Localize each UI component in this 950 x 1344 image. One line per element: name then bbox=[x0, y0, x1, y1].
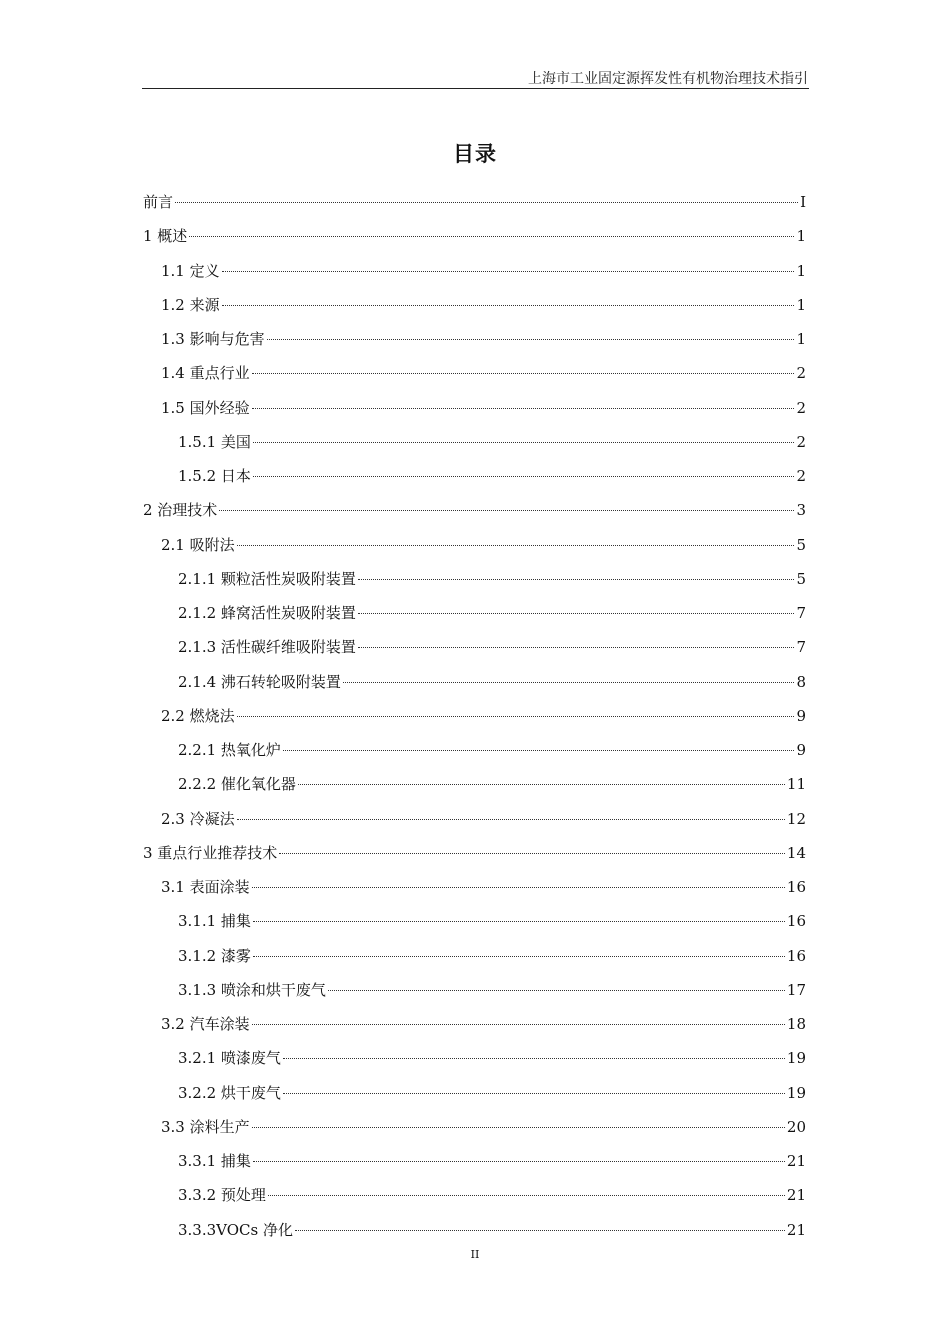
toc-entry-page: 7 bbox=[796, 604, 806, 622]
toc-dot-leader bbox=[283, 1058, 785, 1059]
toc-entry[interactable] bbox=[143, 802, 806, 836]
toc-dot-leader bbox=[279, 853, 785, 854]
toc-entry[interactable] bbox=[143, 939, 806, 973]
toc-dot-leader bbox=[252, 408, 795, 409]
toc-entry[interactable] bbox=[143, 1144, 806, 1178]
toc-entry-page: 17 bbox=[786, 980, 806, 999]
toc-entry-page: 1 bbox=[796, 295, 806, 314]
toc-entry-label: 3.1.2 漆雾 bbox=[178, 946, 251, 965]
toc-entry[interactable] bbox=[143, 1041, 806, 1075]
toc-entry[interactable] bbox=[143, 562, 806, 596]
toc-entry[interactable] bbox=[143, 1076, 806, 1110]
toc-entry-page: 16 bbox=[786, 912, 806, 931]
toc-entry[interactable] bbox=[143, 596, 806, 630]
toc-dot-leader bbox=[222, 305, 795, 306]
toc-dot-leader bbox=[283, 1093, 785, 1094]
toc-dot-leader bbox=[253, 1161, 785, 1162]
toc-dot-leader bbox=[253, 476, 795, 477]
toc-entry[interactable] bbox=[143, 1178, 806, 1212]
toc-entry-page: 19 bbox=[786, 1083, 806, 1102]
toc-dot-leader bbox=[237, 819, 785, 820]
toc-entry-label: 1.4 重点行业 bbox=[161, 364, 250, 383]
toc-entry[interactable] bbox=[143, 836, 806, 870]
toc-entry[interactable] bbox=[143, 459, 806, 493]
toc-dot-leader bbox=[298, 784, 785, 785]
toc-entry[interactable] bbox=[143, 699, 806, 733]
toc-entry-label: 3.1 表面涂装 bbox=[161, 878, 250, 896]
toc-entry-page: 21 bbox=[786, 1220, 806, 1239]
toc-heading: 目录 bbox=[453, 141, 497, 166]
toc-entry-page: 2 bbox=[796, 432, 806, 451]
toc-entry[interactable] bbox=[143, 288, 806, 322]
toc-entry[interactable] bbox=[143, 973, 806, 1007]
toc-entry-label: 1.5.1 美国 bbox=[178, 432, 251, 451]
toc-dot-leader bbox=[189, 236, 794, 237]
toc-entry[interactable] bbox=[143, 630, 806, 664]
toc-entry-label: 1 概述 bbox=[143, 227, 188, 246]
toc-entry[interactable] bbox=[143, 219, 806, 253]
toc-entry-label: 2.2.1 热氧化炉 bbox=[178, 741, 281, 759]
toc-dot-leader bbox=[252, 373, 795, 374]
toc-entry[interactable] bbox=[143, 528, 806, 562]
toc-entry-page: 9 bbox=[796, 741, 806, 759]
toc-entry-page: 16 bbox=[786, 878, 806, 896]
toc-entry-page: 2 bbox=[796, 398, 806, 417]
toc-dot-leader bbox=[252, 1024, 785, 1025]
toc-entry-page: 5 bbox=[796, 569, 806, 588]
toc-dot-leader bbox=[219, 510, 794, 511]
toc-entry[interactable] bbox=[143, 1110, 806, 1144]
toc-entry-page: 5 bbox=[796, 535, 806, 554]
toc-entry-label: 3.1.1 捕集 bbox=[178, 912, 251, 931]
toc-entry-label: 2.1.4 沸石转轮吸附装置 bbox=[178, 672, 341, 691]
toc-dot-leader bbox=[175, 202, 798, 203]
toc-entry-label: 2.1.3 活性碳纤维吸附装置 bbox=[178, 638, 356, 657]
toc-entry-label: 1.3 影响与危害 bbox=[161, 330, 265, 348]
toc-dot-leader bbox=[252, 887, 785, 888]
toc-dot-leader bbox=[253, 956, 785, 957]
header-divider bbox=[142, 88, 809, 89]
toc-entry-page: 1 bbox=[796, 227, 806, 246]
toc-dot-leader bbox=[267, 339, 795, 340]
toc-entry-label: 3.3 涂料生产 bbox=[161, 1117, 250, 1136]
toc-entry[interactable] bbox=[143, 185, 806, 219]
toc-entry[interactable] bbox=[143, 254, 806, 288]
toc-entry-page: 1 bbox=[796, 261, 806, 280]
toc-entry-page: 14 bbox=[786, 843, 806, 862]
toc-entry-label: 3.2.2 烘干废气 bbox=[178, 1083, 281, 1102]
toc-entry-page: 20 bbox=[786, 1117, 806, 1136]
toc-entry-page: 12 bbox=[786, 809, 806, 828]
toc-entry-label: 3.1.3 喷涂和烘干废气 bbox=[178, 980, 326, 999]
toc-entry[interactable] bbox=[143, 493, 806, 527]
toc-entry-label: 2.1.1 颗粒活性炭吸附装置 bbox=[178, 569, 356, 588]
toc-entry[interactable] bbox=[143, 665, 806, 699]
toc-entry-label: 2.1 吸附法 bbox=[161, 535, 235, 554]
toc-dot-leader bbox=[268, 1195, 785, 1196]
toc-dot-leader bbox=[237, 716, 795, 717]
toc-dot-leader bbox=[358, 579, 795, 580]
table-of-contents bbox=[143, 185, 806, 1247]
toc-entry-page: 18 bbox=[786, 1015, 806, 1033]
toc-entry-page: 7 bbox=[796, 638, 806, 657]
toc-entry-label: 3.3.1 捕集 bbox=[178, 1152, 251, 1170]
toc-dot-leader bbox=[328, 990, 785, 991]
toc-entry-label: 3.2 汽车涂装 bbox=[161, 1015, 250, 1033]
toc-entry-label: 2.2 燃烧法 bbox=[161, 706, 235, 725]
toc-entry-label: 前言 bbox=[143, 193, 174, 211]
toc-dot-leader bbox=[295, 1230, 785, 1231]
toc-dot-leader bbox=[358, 613, 795, 614]
toc-entry[interactable] bbox=[143, 767, 806, 801]
toc-entry-page: 19 bbox=[786, 1049, 806, 1068]
toc-entry-label: 3.3.2 预处理 bbox=[178, 1186, 266, 1205]
toc-dot-leader bbox=[237, 545, 795, 546]
toc-entry-label: 2.3 冷凝法 bbox=[161, 809, 235, 828]
toc-entry[interactable] bbox=[143, 1213, 806, 1247]
toc-entry[interactable] bbox=[143, 356, 806, 390]
toc-entry-page: 2 bbox=[796, 364, 806, 383]
toc-entry-label: 2.1.2 蜂窝活性炭吸附装置 bbox=[178, 604, 356, 622]
toc-entry-label: 2.2.2 催化氧化器 bbox=[178, 775, 296, 794]
toc-entry-page: 1 bbox=[796, 330, 806, 348]
running-header-title: 上海市工业固定源挥发性有机物治理技术指引 bbox=[528, 71, 808, 87]
toc-dot-leader bbox=[253, 921, 785, 922]
toc-entry-page: 8 bbox=[796, 672, 806, 691]
toc-entry-page: 3 bbox=[796, 501, 806, 520]
toc-entry-page: 21 bbox=[786, 1152, 806, 1170]
toc-dot-leader bbox=[222, 271, 795, 272]
toc-entry-page: 11 bbox=[786, 775, 806, 794]
toc-entry[interactable] bbox=[143, 1007, 806, 1041]
page-number: II bbox=[470, 1248, 480, 1261]
toc-entry-label: 1.5.2 日本 bbox=[178, 467, 251, 485]
toc-entry[interactable] bbox=[143, 322, 806, 356]
toc-entry-label: 3.3.3VOCs 净化 bbox=[178, 1220, 293, 1239]
toc-entry-page: 9 bbox=[796, 706, 806, 725]
toc-entry-page: 2 bbox=[796, 467, 806, 485]
toc-entry-page: 16 bbox=[786, 946, 806, 965]
toc-entry[interactable] bbox=[143, 904, 806, 938]
toc-entry-page: I bbox=[800, 193, 806, 211]
toc-entry-label: 2 治理技术 bbox=[143, 501, 218, 520]
toc-entry[interactable] bbox=[143, 425, 806, 459]
toc-entry-label: 1.1 定义 bbox=[161, 261, 220, 280]
toc-entry-label: 3 重点行业推荐技术 bbox=[143, 843, 278, 862]
toc-entry-page: 21 bbox=[786, 1186, 806, 1205]
toc-dot-leader bbox=[252, 1127, 785, 1128]
toc-dot-leader bbox=[283, 750, 795, 751]
toc-entry-label: 1.5 国外经验 bbox=[161, 398, 250, 417]
toc-entry[interactable] bbox=[143, 870, 806, 904]
toc-dot-leader bbox=[253, 442, 795, 443]
toc-entry[interactable] bbox=[143, 733, 806, 767]
toc-entry[interactable] bbox=[143, 391, 806, 425]
toc-dot-leader bbox=[343, 682, 795, 683]
toc-entry-label: 1.2 来源 bbox=[161, 295, 220, 314]
toc-entry-label: 3.2.1 喷漆废气 bbox=[178, 1049, 281, 1068]
toc-dot-leader bbox=[358, 647, 795, 648]
